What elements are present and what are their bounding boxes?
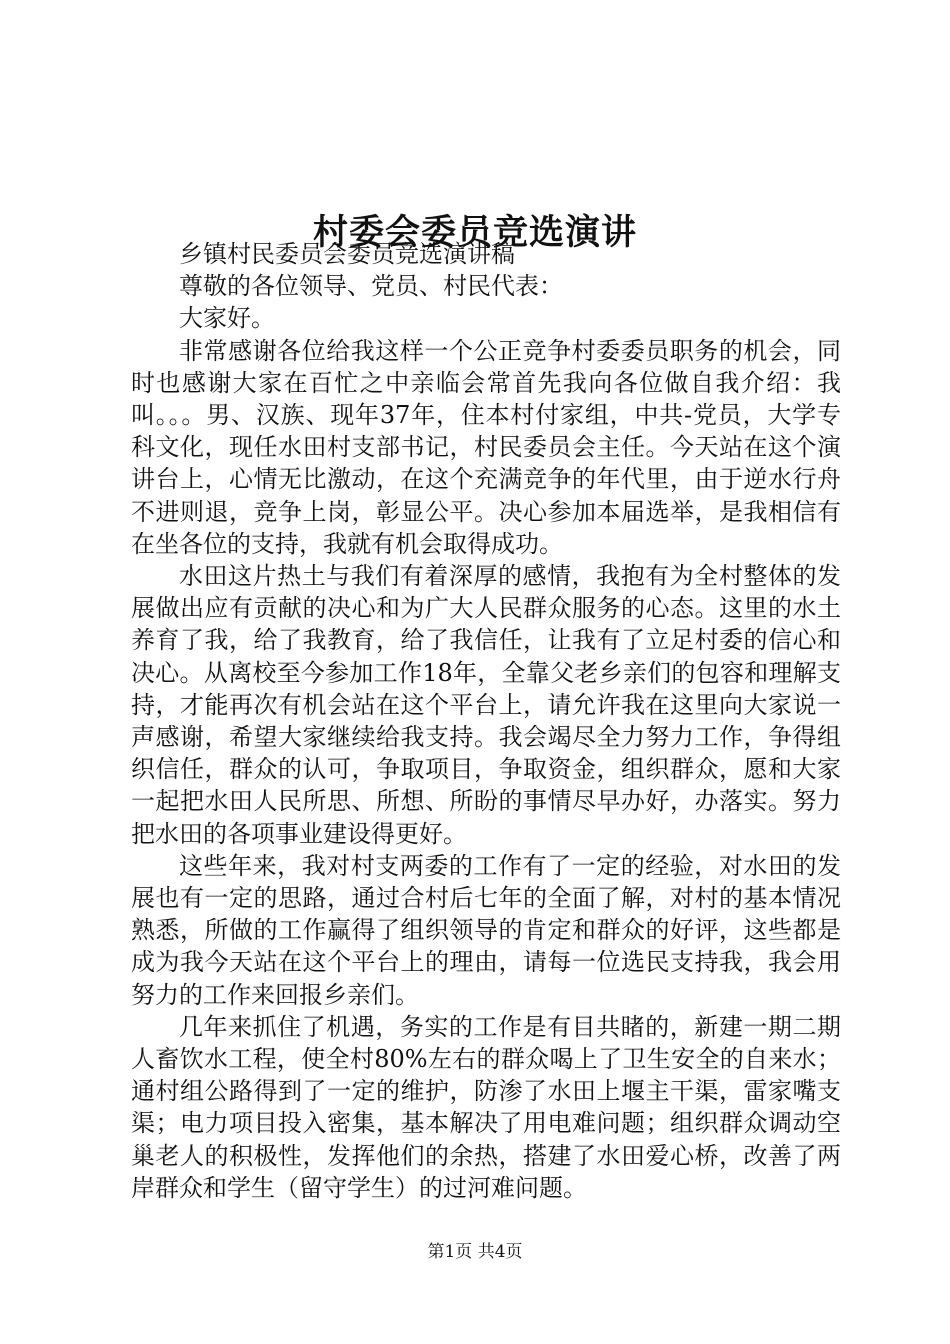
body-paragraph: 水田这片热土与我们有着深厚的感情，我抱有为全村整体的发展做出应有贡献的决心和为广大人民群众服务的心态。这里的水土养育了我，给了我教育，给了我信任，让我有了立足村委的信心和决心。从离校至今参加工作18年，全靠父老乡亲们的包容和理解支持，才能再次有机会站在这个平台上，请允许我在这里向大家说一声感谢，希望大家继续给我支持。我会竭尽全力努力工作，争得组织信任，群众的认可，争取项目，争取资金，组织群众，愿和大家一起把水田人民所思、所想、所盼的事情尽早办好，办落实。努力把水田的各项事业建设得更好。 [131, 562, 841, 848]
salutation-paragraph: 尊敬的各位领导、党员、村民代表： [179, 272, 563, 301]
body-paragraph: 这些年来，我对村支两委的工作有了一定的经验，对水田的发展也有一定的思路，通过合村后七年的全面了解，对村的基本情况熟悉，所做的工作赢得了组织领导的肯定和群众的好评，这些都是成为我今天站在这个平台上的理由，请每一位选民支持我，我会用努力的工作来回报乡亲们。 [131, 851, 841, 1009]
body-paragraph: 几年来抓住了机遇，务实的工作是有目共睹的，新建一期二期人畜饮水工程，使全村80%左右的群众喝上了卫生安全的自来水；通村组公路得到了一定的维护，防渗了水田上堰主干渠，雷家嘴支渠；电力项目投入密集，基本解决了用电难问题；组织群众调动空巢老人的积极性，发挥他们的余热，搭建了水田爱心桥，改善了两岸群众和学生（留守学生）的过河难问题。 [131, 1012, 841, 1202]
document-body [131, 238, 841, 1204]
document-title: 村委会委员竞选演讲 [312, 212, 637, 254]
greeting-paragraph: 大家好。 [179, 304, 275, 333]
page-footer: 第1页 共4页 [427, 1242, 523, 1262]
body-paragraph: 非常感谢各位给我这样一个公正竞争村委委员职务的机会，同时也感谢大家在百忙之中亲临会常首先我向各位做自我介绍：我叫。。。男、汉族、现年37年，住本村付家组，中共-党员，大学专科文化，现任水田村支部书记，村民委员会主任。今天站在这个演讲台上，心情无比激动，在这个充满竞争的年代里，由于逆水行舟不进则退，竞争上岗，彰显公平。决心参加本届选举，是我相信有在坐各位的支持，我就有机会取得成功。 [131, 336, 841, 558]
subtitle-paragraph: 乡镇村民委员会委员竞选演讲稿 [179, 240, 515, 268]
